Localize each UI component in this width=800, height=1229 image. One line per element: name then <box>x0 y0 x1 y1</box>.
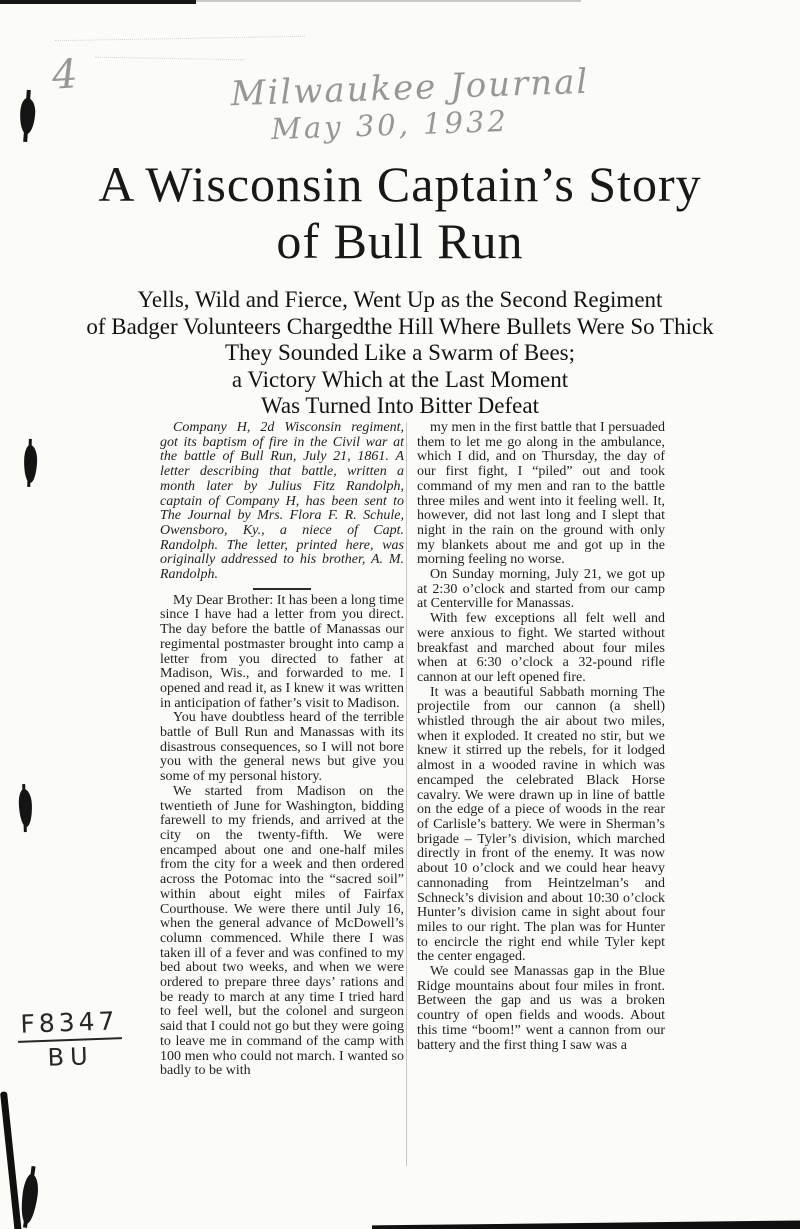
paragraph: It was a beautiful Sabbath morning The projectile from our cannon (a shell) whistled through the air about two miles, when it exploded. It created no stir, but we knew it stirred up the rebels, for it lodged almost in a wooded ravine in which was encamped the celebrated Black Horse cavalry. We were drawn up in line of battle on the edge of a piece of woods in the rear of Carlisle’s battery. We were in Sherman’s brigade – Tyler’s division, which marched directly in front of the enemy. It was now about 10 o’clock and we could hear heavy cannonading from Heintzelman’s and Schneck’s division and about 10:30 o’clock Hunter’s division came in sight about four miles to our right. The plan was for Hunter to encircle the right end while Tyler kept the center engaged. <box>417 684 665 965</box>
paragraph: On Sunday morning, July 21, we got up at 2:30 o’clock and started from our camp at Centerville for Manassas. <box>417 567 665 612</box>
paragraph: My Dear Brother: It has been a long time since I have had a letter from you direct. The day before the battle of Manassas our regimental postmaster brought into camp a letter from you directed to father at Madison, Wis., and forwarded to me. I opened and read it, as I knew it was written in anticipation of father’s visit to Madison. <box>160 592 404 711</box>
deck-line: of Badger Volunteers Chargedthe Hill Where Bullets Were So Thick <box>86 313 714 339</box>
handwritten-source-date: May 30, 1932 <box>270 103 510 147</box>
paragraph: You have doubtless heard of the terrible battle of Bull Run and Manassas with its disastrous consequences, so I will not bore you with the general news but give you some of my personal history. <box>160 710 404 785</box>
handwritten-archive-mark <box>17 1006 123 1073</box>
paragraph: We started from Madison on the twentieth of June for Washington, bidding farewell to my friends, and arrived at the city on the twenty-fifth. We were encamped about one and one-half miles from the city for a week and then ordered across the Potomac into the “sacred soil” within about eight miles of Fairfax Courthouse. We were there until July 16, when the general advance of McDowell’s column commenced. While there I was taken ill of a fever and was confined to my bed about two weeks, and when we were ordered to prepare three days’ rations and be ready to march at any time I tried hard to feel well, but the colonel and surgeon said that I could not go but they were going to leave me in command of the camp with 100 men who could not march. I wanted so badly to be with <box>160 783 404 1079</box>
handwritten-source-title: Milwaukee Journal <box>230 61 590 115</box>
ink-blot <box>19 1173 41 1225</box>
deck-line: a Victory Which at the Last Moment <box>231 366 569 392</box>
ink-blot <box>23 445 37 483</box>
deck-line: They Sounded Like a Swarm of Bees; <box>224 340 576 365</box>
pencil-scribble <box>55 28 305 41</box>
ink-blot <box>19 98 36 135</box>
headline-line1: A Wisconsin Captain’s Story <box>98 156 702 212</box>
right-column <box>417 421 665 1079</box>
archive-code: F8347 <box>19 1006 119 1039</box>
ink-blot <box>18 789 32 827</box>
headline-line2: of Bull Run <box>276 213 524 269</box>
deck-line: Yells, Wild and Fierce, Went Up as the Second Regiment <box>137 287 663 312</box>
paragraph: my men in the first battle that I persuaded them to let me go along in the ambulance, which I did, and on Thursday, the day of our first fight, I “piled” out and took command of my men and ran to the battle three miles and went into it feeling well. It, however, did not last long and I slept that night in the rain on the ground with only my blankets about me and got up in the morning feeling no worse. <box>417 421 665 568</box>
left-column <box>160 421 404 1079</box>
scan-edge-bar-top <box>0 0 196 4</box>
paragraph: With few exceptions all felt well and were anxious to fight. We started without breakfast and marched about four miles when at 6:30 o’clock a 32-pound rifle cannon at our left opened fire. <box>417 611 665 685</box>
pencil-scribble <box>95 51 245 61</box>
scan-edge-faint-top <box>196 0 581 2</box>
scan-edge-bar-bottom <box>372 1220 800 1229</box>
deck-line: Was Turned Into Bitter Defeat <box>261 393 539 418</box>
handwritten-page-number: 4 <box>50 51 80 99</box>
headline <box>0 156 800 270</box>
paragraph: Company H, 2d Wisconsin regiment, got its baptism of fire in the Civil war at the battle of Bull Run, July 21, 1861. A letter describing that battle, written a month later by Julius Fitz Randolph, captain of Company H, has been sent to The Journal by Mrs. Flora F. R. Schule, Owensboro, Ky., a niece of Capt. Randolph. The letter, printed here, was originally addressed to his brother, A. M. Randolph. <box>160 421 404 583</box>
paragraph: We could see Manassas gap in the Blue Ridge mountains about four miles in front. Between the gap and us was a broken country of open fields and woods. About this time “boom!” went a cannon from our battery and the first thing I saw was a <box>417 964 665 1053</box>
section-divider <box>253 588 311 590</box>
archive-code-suffix: BU <box>47 1042 95 1072</box>
article-body <box>160 421 665 1173</box>
subheadline <box>0 287 800 420</box>
column-divider-rule <box>406 422 407 1166</box>
